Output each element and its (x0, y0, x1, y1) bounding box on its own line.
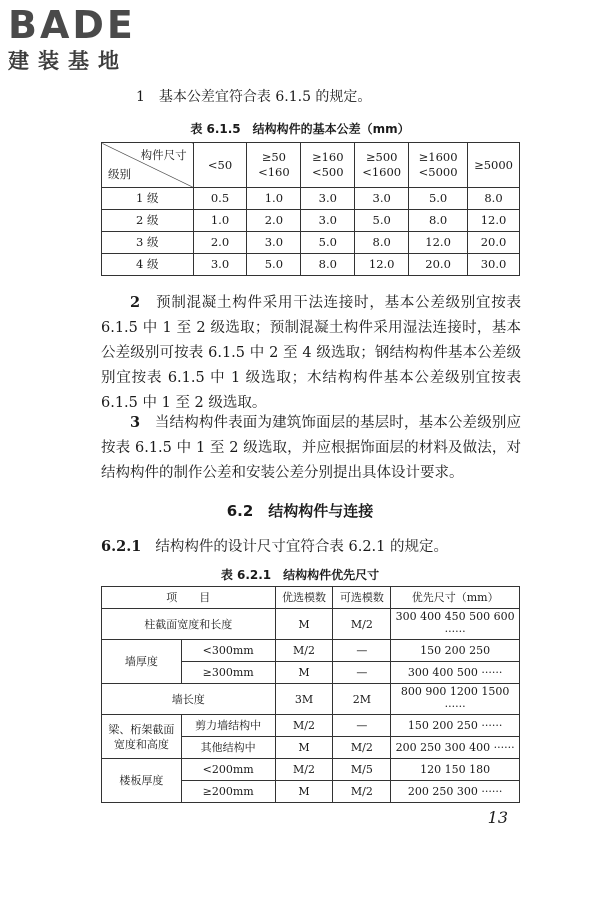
value-cell: 800 900 1200 1500 ······ (391, 684, 520, 715)
header-cell: 项 目 (102, 587, 276, 609)
table-row (102, 640, 520, 662)
paragraph-number: 3 (130, 414, 141, 431)
table-row (102, 188, 520, 210)
table-row (102, 684, 520, 715)
header-cell: ≥1600 <5000 (409, 143, 468, 188)
clause-6-2-1 (101, 535, 448, 556)
value-cell: 150 200 250 (391, 640, 520, 662)
header-cell: 优选模数 (275, 587, 333, 609)
table-6-2-1-caption: 表 6.2.1 结构构件优先尺寸 (220, 568, 380, 582)
table-row (102, 609, 520, 640)
clause-number: 6.2.1 (101, 538, 142, 555)
table-row (102, 232, 520, 254)
header-cell: ≥160 <500 (301, 143, 355, 188)
item-cell: 墙厚度 (102, 640, 182, 684)
header-cell: ≥5000 (468, 143, 520, 188)
value-cell: M (275, 609, 333, 640)
item-1-text: 1 基本公差宜符合表 6.1.5 的规定。 (136, 89, 372, 105)
header-cell: ≥50 <160 (247, 143, 301, 188)
value-cell: M/2 (275, 715, 333, 737)
table-6-1-5-caption: 表 6.1.5 结构构件的基本公差（mm） (190, 122, 410, 136)
value-cell: M (275, 662, 333, 684)
value-cell: M/2 (333, 737, 391, 759)
value-cell: 2.0 (193, 232, 247, 254)
table-row (102, 715, 520, 737)
value-cell: 12.0 (468, 210, 520, 232)
value-cell: 3.0 (355, 188, 409, 210)
table-header-row (102, 587, 520, 609)
table-header-row (102, 143, 520, 188)
header-cell: <50 (193, 143, 247, 188)
value-cell: 0.5 (193, 188, 247, 210)
value-cell: 2M (333, 684, 391, 715)
value-cell: 120 150 180 (391, 759, 520, 781)
grade-cell: 1 级 (102, 188, 194, 210)
grade-cell: 4 级 (102, 254, 194, 276)
item-cell: 梁、桁架截面 宽度和高度 (102, 715, 182, 759)
value-cell: — (333, 662, 391, 684)
sub-item-cell: ≥300mm (181, 662, 275, 684)
value-cell: 30.0 (468, 254, 520, 276)
paragraph-number: 2 (130, 294, 141, 311)
value-cell: 20.0 (409, 254, 468, 276)
paragraph-text: 预制混凝土构件采用干法连接时，基本公差级别宜按表 6.1.5 中 1 至 2 级选取；预制混凝土构件采用湿法连接时，基本公差级别可按表 6.1.5 中 2 至 4 级选取；钢结构构件基本公差级别宜按表 6.1.5 中 1 级选取；木结构构件基本公差级别宜按表 6.1.5 中 1 至 2 级选取。 (101, 295, 522, 411)
value-cell: 8.0 (301, 254, 355, 276)
value-cell: 200 250 300 ······ (391, 781, 520, 803)
corner-grade-label: 级别 (108, 167, 131, 181)
value-cell: 2.0 (247, 210, 301, 232)
paragraph-text: 当结构构件表面为建筑饰面层的基层时，基本公差级别应按表 6.1.5 中 1 至 2 级选取，并应根据饰面层的材料及做法，对结构构件的制作公差和安装公差分别提出具体设计要求。 (101, 415, 522, 481)
value-cell: 1.0 (193, 210, 247, 232)
value-cell: M/2 (275, 640, 333, 662)
value-cell: M/2 (275, 759, 333, 781)
page-number: 13 (487, 808, 508, 827)
clause-text: 结构构件的设计尺寸宜符合表 6.2.1 的规定。 (155, 539, 448, 555)
value-cell: 5.0 (355, 210, 409, 232)
table-6-2-1 (101, 586, 520, 803)
paragraph-3 (101, 410, 521, 486)
section-heading-6-2: 6.2 结构构件与连接 (226, 502, 374, 520)
value-cell: M/2 (333, 781, 391, 803)
value-cell: M/5 (333, 759, 391, 781)
value-cell: 3.0 (301, 188, 355, 210)
value-cell: 300 400 450 500 600 ······ (391, 609, 520, 640)
table-row (102, 210, 520, 232)
value-cell: 8.0 (468, 188, 520, 210)
value-cell: — (333, 640, 391, 662)
sub-item-cell: 剪力墙结构中 (181, 715, 275, 737)
value-cell: 8.0 (409, 210, 468, 232)
watermark-chinese: 建装基地 (8, 49, 128, 73)
table-6-1-5 (101, 142, 520, 276)
value-cell: 1.0 (247, 188, 301, 210)
value-cell: 8.0 (355, 232, 409, 254)
item-cell: 楼板厚度 (102, 759, 182, 803)
sub-item-cell: ≥200mm (181, 781, 275, 803)
value-cell: 300 400 500 ······ (391, 662, 520, 684)
value-cell: 20.0 (468, 232, 520, 254)
item-cell: 墙长度 (102, 684, 276, 715)
table-row (102, 254, 520, 276)
value-cell: 3.0 (301, 210, 355, 232)
corner-size-label: 构件尺寸 (140, 148, 187, 162)
value-cell: 3.0 (247, 232, 301, 254)
sub-item-cell: <300mm (181, 640, 275, 662)
bade-watermark (8, 4, 136, 74)
value-cell: 200 250 300 400 ······ (391, 737, 520, 759)
table-row (102, 759, 520, 781)
value-cell: 5.0 (301, 232, 355, 254)
grade-cell: 3 级 (102, 232, 194, 254)
paragraph-2 (101, 290, 521, 416)
watermark-word: BADE (8, 3, 136, 47)
value-cell: 5.0 (409, 188, 468, 210)
corner-header-cell (102, 143, 194, 188)
grade-cell: 2 级 (102, 210, 194, 232)
sub-item-cell: 其他结构中 (181, 737, 275, 759)
header-cell: 优先尺寸（mm） (391, 587, 520, 609)
value-cell: M/2 (333, 609, 391, 640)
value-cell: M (275, 781, 333, 803)
value-cell: 3.0 (193, 254, 247, 276)
header-cell: 可选模数 (333, 587, 391, 609)
value-cell: M (275, 737, 333, 759)
sub-item-cell: <200mm (181, 759, 275, 781)
value-cell: 12.0 (355, 254, 409, 276)
value-cell: 3M (275, 684, 333, 715)
header-cell: ≥500 <1600 (355, 143, 409, 188)
value-cell: 150 200 250 ······ (391, 715, 520, 737)
value-cell: — (333, 715, 391, 737)
value-cell: 12.0 (409, 232, 468, 254)
value-cell: 5.0 (247, 254, 301, 276)
item-cell: 柱截面宽度和长度 (102, 609, 276, 640)
